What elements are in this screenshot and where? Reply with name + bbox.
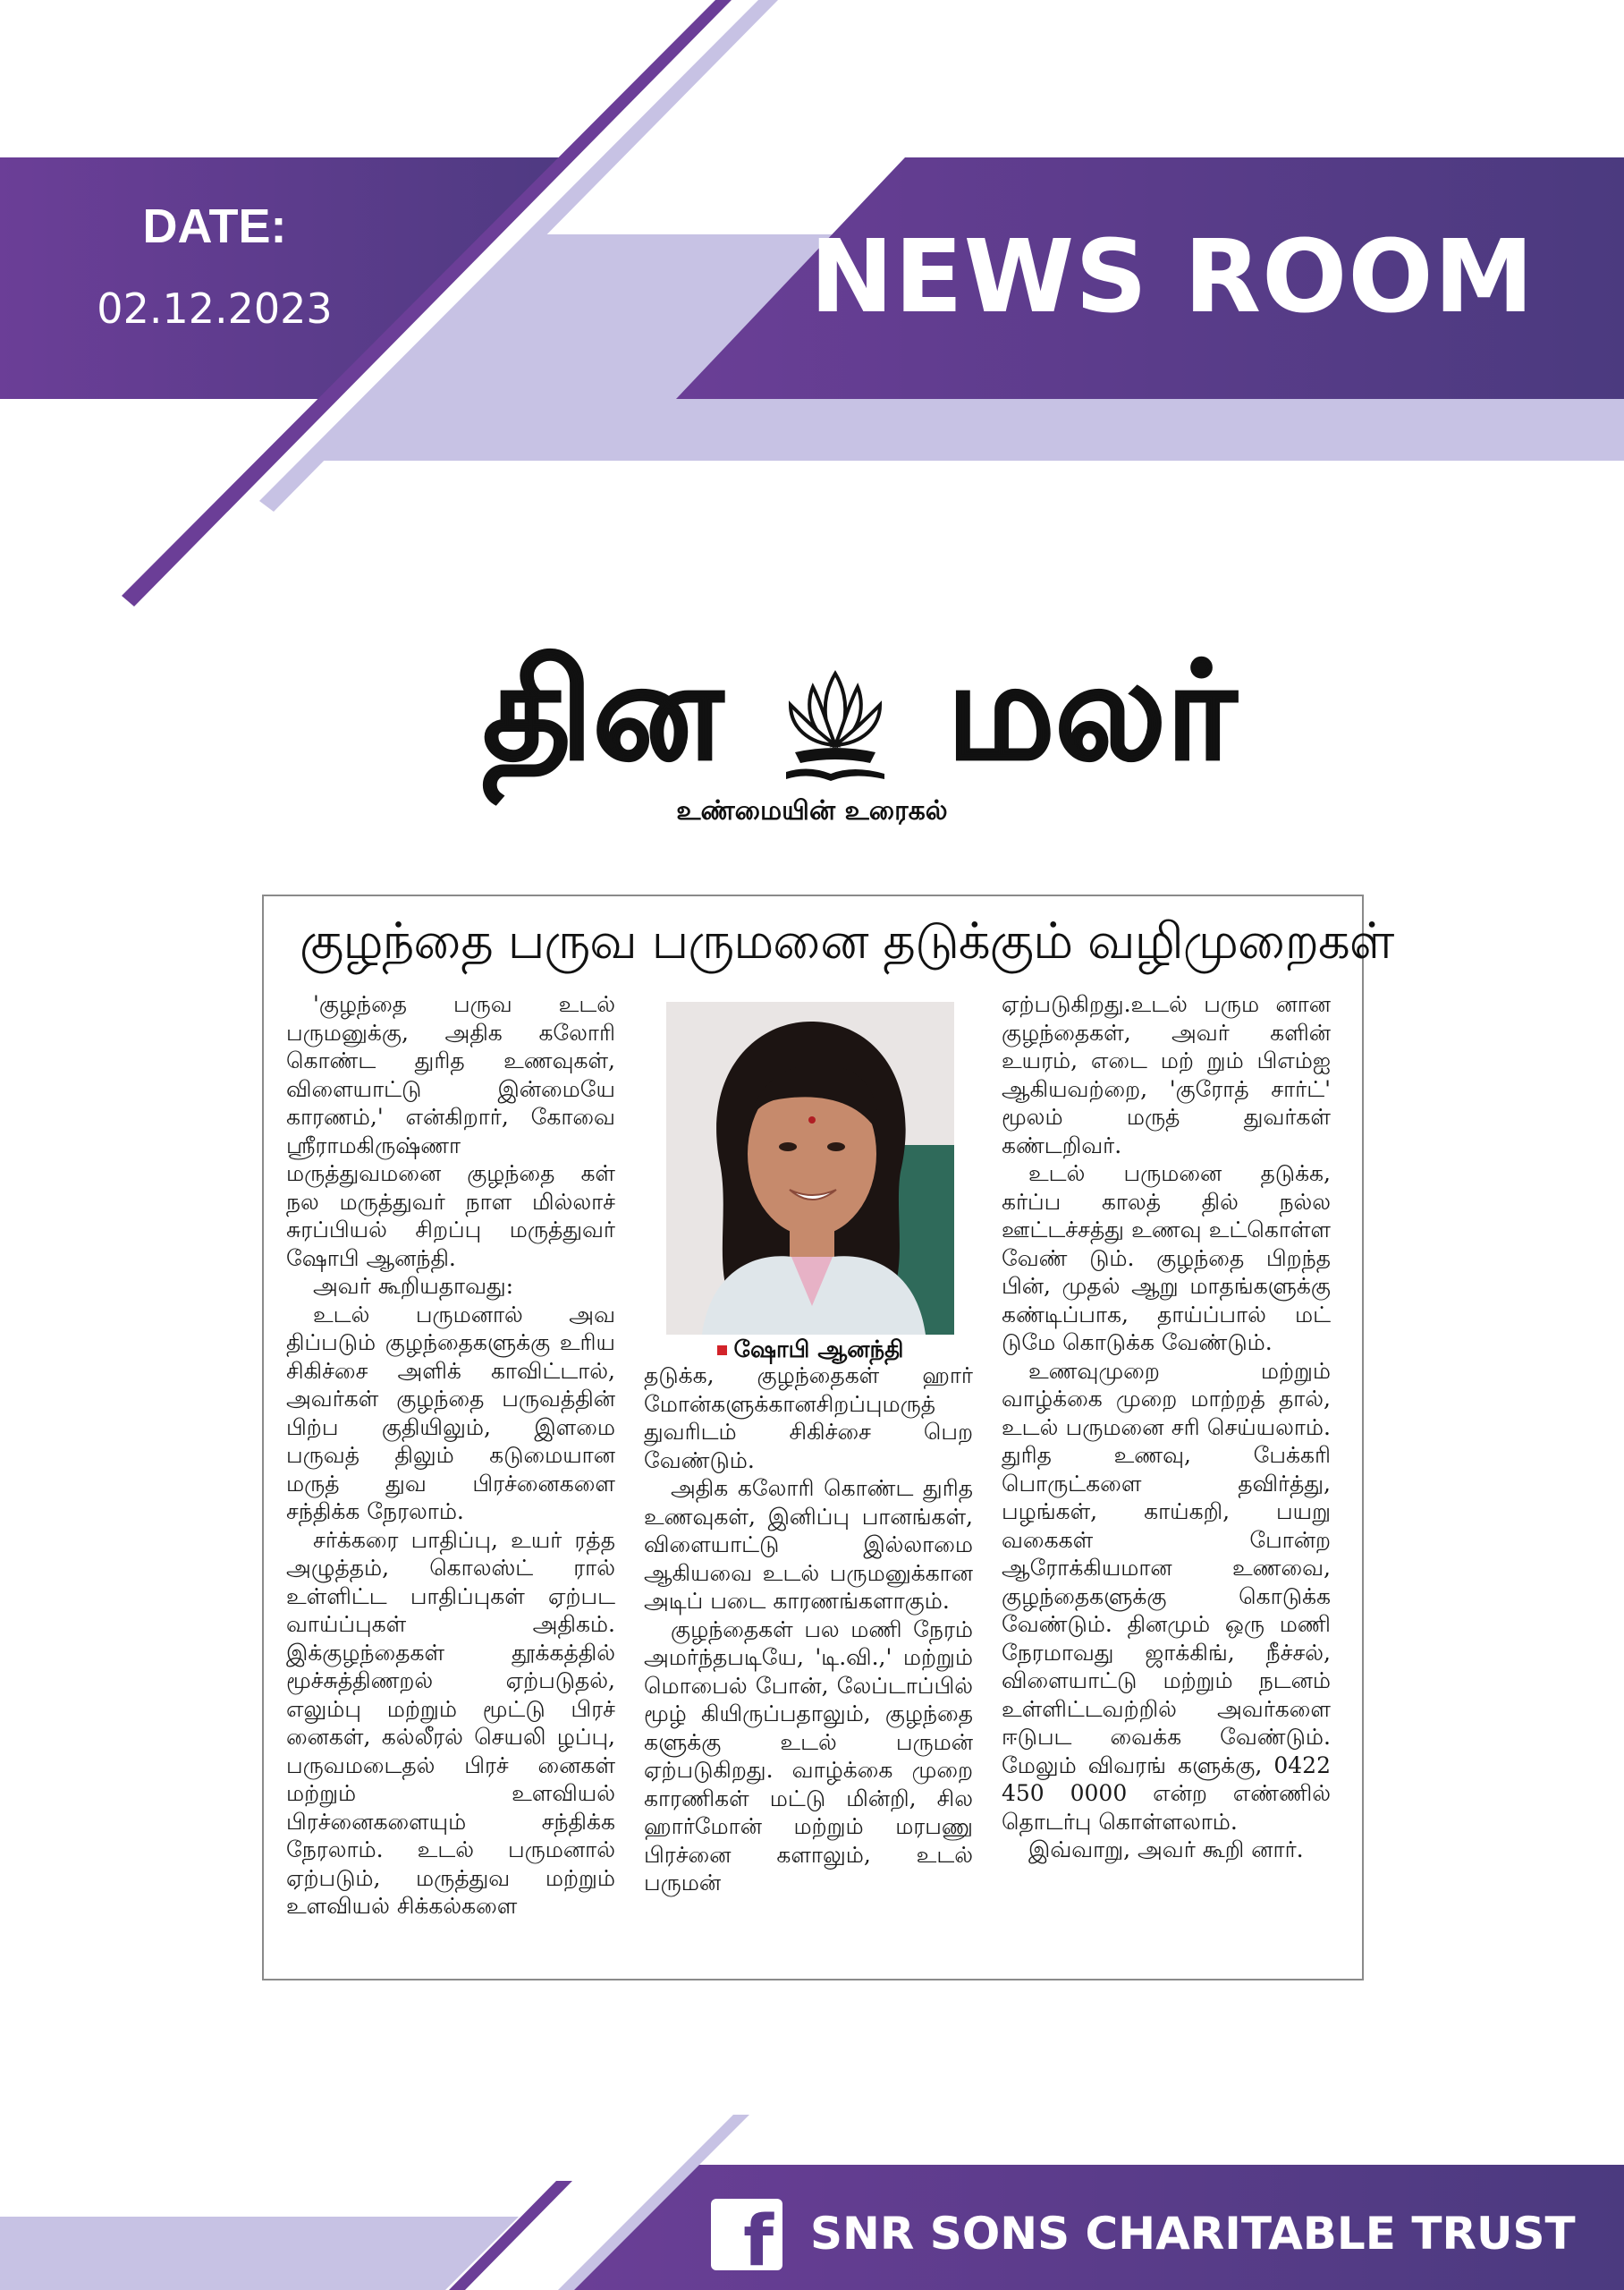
newspaper-masthead: [483, 626, 1237, 832]
newsroom-title: NEWS ROOM: [809, 219, 1535, 335]
org-name: SNR SONS CHARITABLE TRUST: [810, 2208, 1576, 2260]
article-paragraph: 'குழந்தை பருவ உடல் பருமனுக்கு, அதிக கலோரி கொண்ட துரித உணவுகள், விளையாட்டு இன்மையே காரணம்,' என்கிறார், கோவை ஸ்ரீராமகிருஷ்ணா மருத்துவமனை குழந்தை கள் நல மருத்துவர் நாள மில்லாச் சுரப்பியல் சிறப்பு மருத்துவர் ஷோபி ஆனந்தி.: [286, 991, 615, 1271]
photo-caption-text: ஷோபி ஆனந்தி: [733, 1336, 904, 1363]
article-column-3: [1002, 990, 1331, 1965]
article-column-2: [644, 1361, 973, 1965]
masthead-tagline: உண்மையின் உரைகல்: [676, 795, 948, 827]
article-paragraph: உடல் பருமனை தடுக்க, கர்ப்ப காலத் தில் நல்ல ஊட்டச்சத்து உணவு உட்கொள்ள வேண் டும். குழந்தை பிறந்த பின், முதல் ஆறு மாதங்களுக்கு கண்டிப்பாக, தாய்ப்பால் மட் டுமே கொடுக்க வேண்டும்.: [1002, 1160, 1331, 1355]
article-paragraph: ஏற்படுகிறது.உடல் பரும னான குழந்தைகள், அவர் களின் உயரம், எடை மற் றும் பிஎம்ஐ ஆகியவற்றை, 'குரோத் சார்ட்' மூலம் மருத் துவர்கள் கண்டறிவர்.: [1002, 991, 1331, 1158]
article-paragraph: உடல் பருமனால் அவ திப்படும் குழந்தைகளுக்கு உரிய சிகிச்சை அளிக் காவிட்டால், அவர்கள் குழந்தை பருவத்தின் பிற்ப குதியிலும், இளமை பருவத் திலும் கடுமையான மருத் துவ பிரச்னைகளை சந்திக்க நேரலாம்.: [286, 1301, 615, 1524]
masthead-name-right: மலர்: [946, 632, 1237, 790]
article-headline: குழந்தை பருவ பருமனை தடுக்கும் வழிமுறைகள்: [300, 912, 1394, 971]
footer-lavender-left: [0, 2217, 519, 2290]
article-paragraph: அதிக கலோரி கொண்ட துரித உணவுகள், இனிப்பு பானங்கள், விளையாட்டு இல்லாமை ஆகியவை உடல் பருமனுக்கான அடிப் படை காரணங்களாகும்.: [644, 1475, 973, 1614]
article-paragraph: சர்க்கரை பாதிப்பு, உயர் ரத்த அழுத்தம், கொலஸ்ட் ரால் உள்ளிட்ட பாதிப்புகள் ஏற்பட வாய்ப்புகள் அதிகம். இக்குழந்தைகள் தூக்கத்தில் மூச்சுத்திணறல் ஏற்படுதல், எலும்பு மற்றும் மூட்டு பிரச் னைகள், கல்லீரல் செயலி ழப்பு, பருவமடைதல் பிரச் னைகள் மற்றும் உளவியல் பிரச்னைகளையும் சந்திக்க நேரலாம். உடல் பருமனால் ஏற்படும், மருத்துவ மற்றும் உளவியல் சிக்கல்களை: [286, 1526, 615, 1919]
article-paragraph: குழந்தைகள் பல மணி நேரம் அமர்ந்தபடியே, 'டி.வி.,' மற்றும் மொபைல் போன், லேப்டாப்பில் மூழ் கியிருப்பதாலும், குழந்தை களுக்கு உடல் பருமன் ஏற்படுகிறது. வாழ்க்கை முறை காரணிகள் மட்டு மின்றி, சில ஹார்மோன் மற்றும் மரபணு பிரச்னை களாலும், உடல் பருமன்: [644, 1616, 973, 1896]
article-paragraph: உணவுமுறை மற்றும் வாழ்க்கை முறை மாற்றத் தால், உடல் பருமனை சரி செய்யலாம். துரித உணவு, பேக்கரி பொருட்களை தவிர்த்து, பழங்கள், காய்கறி, பயறு வகைகள் போன்ற ஆரோக்கியமான உணவை, குழந்தைகளுக்கு கொடுக்க வேண்டும். தினமும் ஒரு மணி நேரமாவது ஜாக்கிங், நீச்சல், விளையாட்டு மற்றும் நடனம் உள்ளிட்டவற்றில் அவர்களை ஈடுபட வைக்க வேண்டும். மேலும் விவரங் களுக்கு, 0422 450 0000 என்ற எண்ணில் தொடர்பு கொள்ளலாம்.: [1002, 1357, 1331, 1835]
article-paragraph: தடுக்க, குழந்தைகள் ஹார் மோன்களுக்கானசிறப்புமருத் துவரிடம் சிகிச்சை பெற வேண்டும்.: [644, 1362, 973, 1473]
caption-bullet-icon: [717, 1345, 727, 1355]
article-paragraph: இவ்வாறு, அவர் கூறி னார்.: [1028, 1836, 1304, 1862]
lotus-logo-icon: [777, 656, 893, 790]
portrait-image: [666, 1002, 954, 1335]
news-clipping: [262, 895, 1394, 1980]
masthead-name: [483, 626, 1237, 796]
doctor-photo: [666, 1002, 954, 1335]
date-value: 02.12.2023: [97, 284, 333, 333]
facebook-icon[interactable]: f: [711, 2199, 782, 2270]
masthead-name-left: தின: [483, 632, 723, 790]
date-label: DATE:: [142, 199, 287, 253]
article-column-1: [286, 990, 615, 1965]
article-paragraph: அவர் கூறியதாவது:: [313, 1273, 514, 1299]
